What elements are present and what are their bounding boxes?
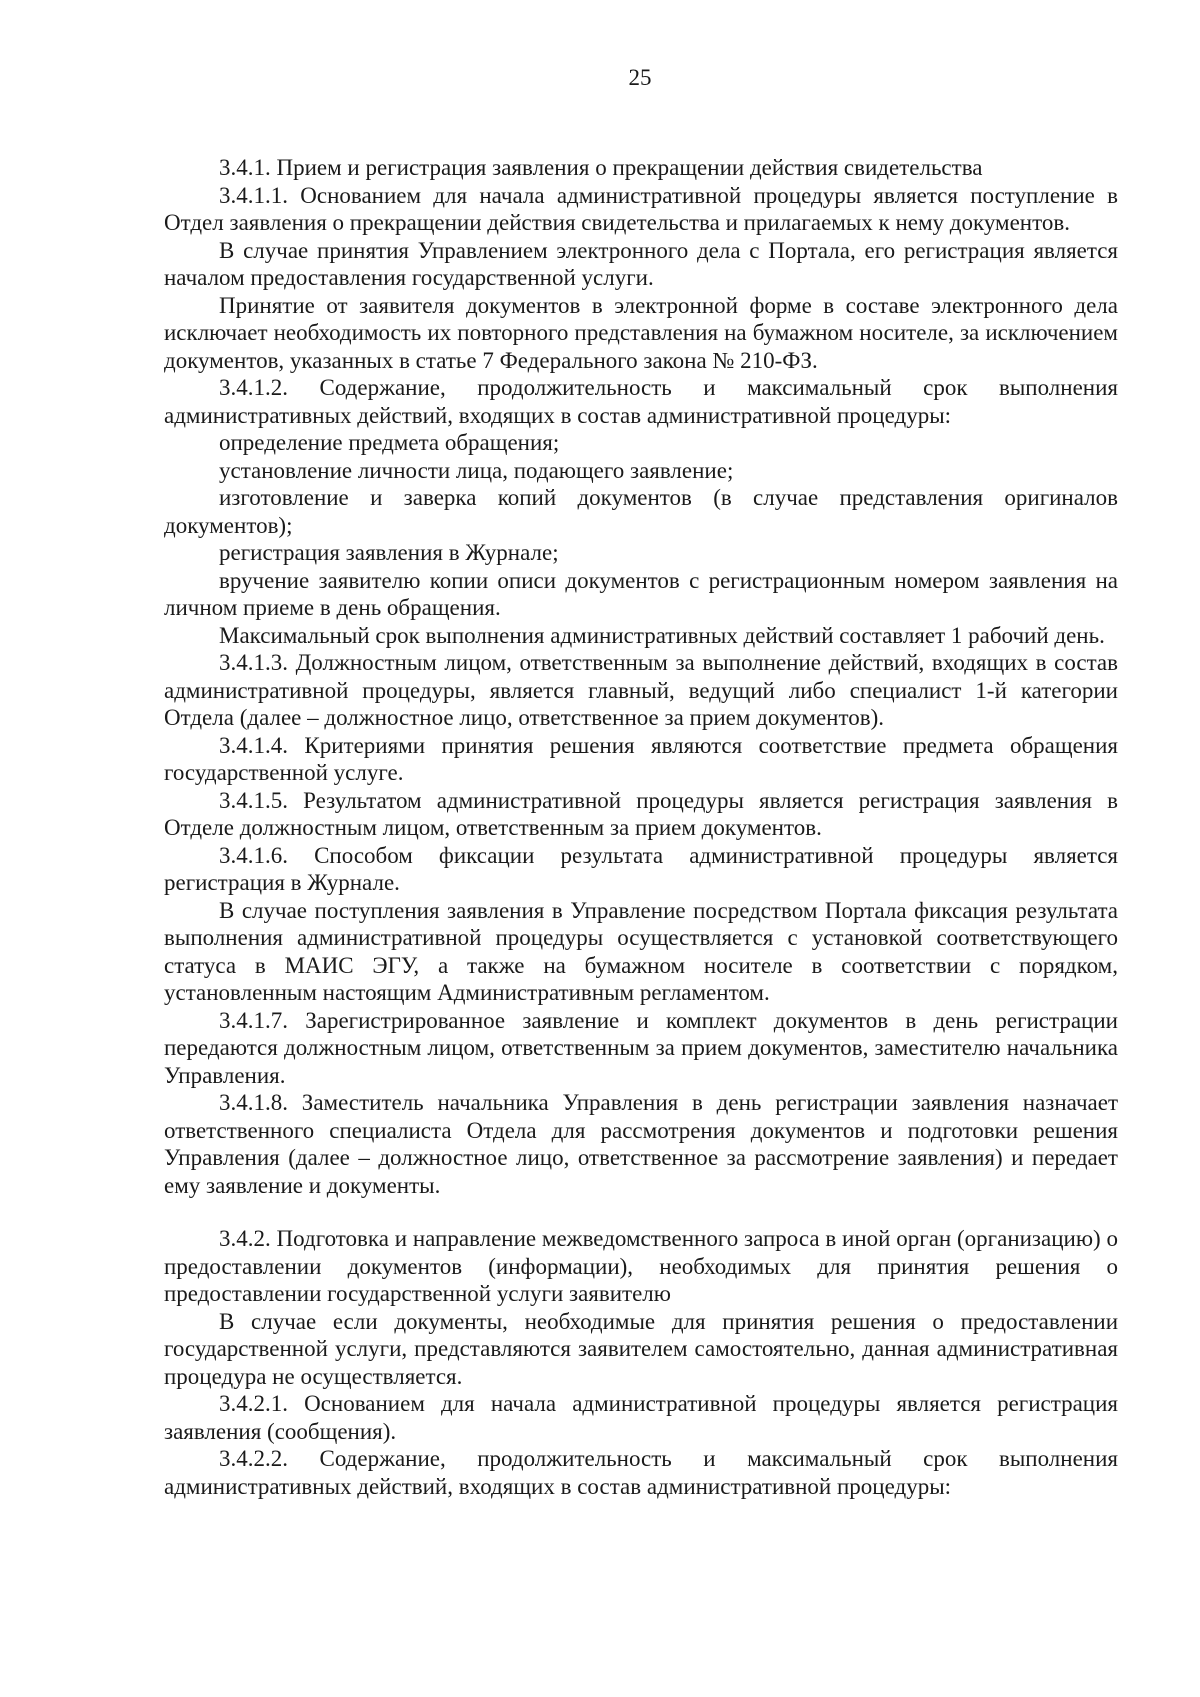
paragraph-3-4-1-2: 3.4.1.2. Содержание, продолжительность и максимальный срок выполнения административных действий, входящих в состав административной процедуры: xyxy=(164,375,1118,428)
paragraph-3-4-2-2: 3.4.2.2. Содержание, продолжительность и максимальный срок выполнения административных действий, входящих в состав административной процедуры: xyxy=(164,1446,1118,1499)
section-heading-3-4-2: 3.4.2. Подготовка и направление межведомственного запроса в иной орган (организацию) о предоставлении документов (информации), необходимых для принятия решения о предоставлении государственной услуги заявителю xyxy=(164,1226,1118,1306)
paragraph-3-4-1-8: 3.4.1.8. Заместитель начальника Управления в день регистрации заявления назначает ответственного специалиста Отдела для рассмотрения документов и подготовки решения Управления (далее – должностное лицо, ответственное за рассмотрение заявления) и передает ему заявление и документы. xyxy=(164,1090,1118,1198)
paragraph-3-4-1-3: 3.4.1.3. Должностным лицом, ответственным за выполнение действий, входящих в состав административной процедуры, является главный, ведущий либо специалист 1-й категории Отдела (далее – должностное лицо, ответственное за прием документов). xyxy=(164,650,1118,730)
paragraph-3-4-1-7: 3.4.1.7. Зарегистрированное заявление и комплект документов в день регистрации передаются должностным лицом, ответственным за прием документов, заместителю начальника Управления. xyxy=(164,1007,1118,1088)
paragraph-3-4-2-1: 3.4.2.1. Основанием для начала административной процедуры является регистрация заявления (сообщения). xyxy=(164,1391,1118,1444)
list-item-inventory-copy: вручение заявителю копии описи документов с регистрационным номером заявления на личном приеме в день обращения. xyxy=(164,567,1118,620)
paragraph-portal-registration: В случае принятия Управлением электронного дела с Портала, его регистрация является началом предоставления государственной услуги. xyxy=(164,237,1118,290)
paragraph-self-submission: В случае если документы, необходимые для принятия решения о предоставлении государственной услуги, представляются заявителем самостоятельно, данная административная процедура не осуществляется. xyxy=(164,1308,1118,1389)
paragraph-3-4-1-6: 3.4.1.6. Способом фиксации результата административной процедуры является регистрация в Журнале. xyxy=(164,842,1118,895)
page-number: 25 xyxy=(628,65,652,90)
list-item-subject-definition: определение предмета обращения; xyxy=(219,430,560,455)
paragraph-max-term: Максимальный срок выполнения административных действий составляет 1 рабочий день. xyxy=(219,622,1105,648)
list-item-identity-verification: установление личности лица, подающего заявление; xyxy=(219,457,734,483)
paragraph-3-4-1-4: 3.4.1.4. Критериями принятия решения являются соответствие предмета обращения государственной услуге. xyxy=(164,732,1118,785)
section-spacer xyxy=(164,1199,1118,1225)
list-item-journal-registration: регистрация заявления в Журнале; xyxy=(219,540,559,565)
list-item-copies-certification: изготовление и заверка копий документов (в случае представления оригиналов документов); xyxy=(164,485,1118,538)
paragraph-3-4-1-1: 3.4.1.1. Основанием для начала административной процедуры является поступление в Отдел заявления о прекращении действия свидетельства и прилагаемых к нему документов. xyxy=(164,182,1118,235)
paragraph-portal-fixation: В случае поступления заявления в Управление посредством Портала фиксация результата выполнения административной процедуры осуществляется с установкой соответствующего статуса в МАИС ЭГУ, а также на бумажном носителе в соответствии с порядком, установленным настоящим Административным регламентом. xyxy=(164,897,1118,1005)
paragraph-electronic-documents: Принятие от заявителя документов в электронной форме в составе электронного дела исключает необходимость их повторного представления на бумажном носителе, за исключением документов, указанных в статье 7 Федерального закона № 210-ФЗ. xyxy=(164,292,1118,373)
document-body xyxy=(164,154,1118,1500)
paragraph-3-4-1-5: 3.4.1.5. Результатом административной процедуры является регистрация заявления в Отделе должностным лицом, ответственным за прием документов. xyxy=(164,787,1118,840)
section-heading-3-4-1: 3.4.1. Прием и регистрация заявления о прекращении действия свидетельства xyxy=(219,155,983,180)
